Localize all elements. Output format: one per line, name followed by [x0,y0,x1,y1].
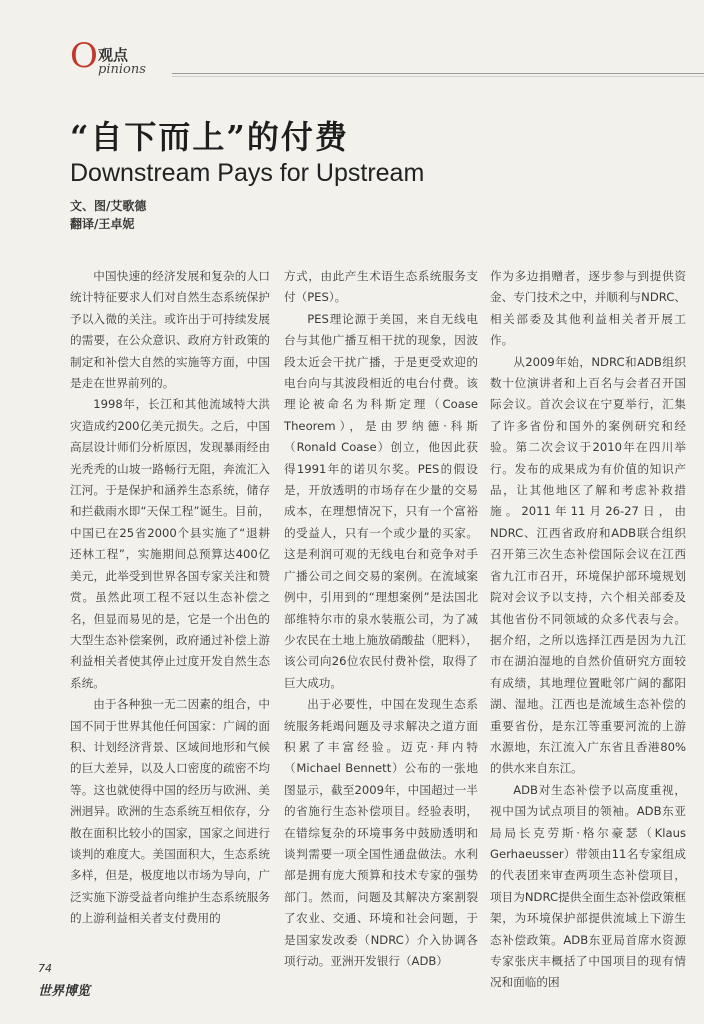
magazine-name: 世界博览 [38,984,91,999]
section-tag [70,36,704,80]
body-column-1 [70,266,270,930]
paragraph: 1998年，长江和其他流域特大洪灾造成约200亿美元损失。之后，中国高层设计师们分析原因，发现暴雨经由光秃秃的山坡一路畅行无阻，奔流汇入江河。于是保护和涵养生态系统，储存和拦截雨水即“天保工程”诞生。目前，中国已在25省2000个县实施了“退耕还林工程”，实施期间总预算达400亿美元，此举受到世界各国专家关注和赞赏。虽然此项工程不冠以生态补偿之名，但显而易见的是，它是一个出色的大型生态补偿案例，政府通过补偿上游利益相关者使其停止过度开发自然生态系统。 [70,397,270,690]
byline-author: 文、图/艾歌德 [70,199,147,213]
body-column-3 [490,266,686,994]
section-label-en: pinions [98,62,146,77]
paragraph: 中国快速的经济发展和复杂的人口统计特征要求人们对自然生态系统保护予以入微的关注。或许出于可持续发展的需要，在公众意识、政府方针政策的制定和补偿大自然的实施等方面，中国是走在世界前列的。 [70,269,270,391]
byline-translator: 翻译/王卓妮 [70,217,135,231]
paragraph: 从2009年始，NDRC和ADB组织数十位演讲者和上百名与会者召开国际会议。首次会议在宁夏举行，汇集了许多省份和国外的案例研究和经验。第二次会议于2010年在四川举行。发布的成果成为有价值的知识产品，让其他地区了解和考虑补救措施。2011年11月26-27日，由NDRC、江西省政府和ADB联合组织召开第三次生态补偿国际会议在江西省九江市召开，环境保护部环境规划院对会议予以支持，六个相关部委及其他省份不同领域的众多代表与会。据介绍，之所以选择江西是因为九江市在湖泊湿地的自然价值研究方面较有成绩，其地理位置毗邻广阔的鄱阳湖、湿地。江西也是流域生态补偿的重要省份，是东江等重要河流的上游水源地，东江流入广东省且香港80%的供水来自东江。 [490,354,686,776]
article-title-cn: “自下而上”的付费 [70,118,349,156]
paragraph: PES理论源于美国，来自无线电台与其他广播互相干扰的现象，因波段太近会干扰广播，于是更受欢迎的电台向与其波段相近的电台付费。该理论被命名为科斯定理（Coase Theorem），是由罗纳德·科斯（Ronald Coase）创立，他因此获得1991年的诺贝尔奖。PES的假设是，开放透明的市场存在少量的交易成本，在理想情况下，只有一个富裕的受益人，只有一个或少量的买家。这是利润可观的无线电台和竞争对手广播公司之间交易的案例。在流域案例中，引用到的“理想案例”是法国北部维特尔市的泉水装瓶公司，为了减少农民在土地上施放硝酸盐（肥料），该公司向26位农民付费补偿，取得了巨大成功。 [284,311,478,690]
paragraph: 出于必要性，中国在发现生态系统服务耗竭问题及寻求解决之道方面积累了丰富经验。迈克·拜内特（Michael Bennett）公布的一张地图显示，截至2009年，中国超过一半的省施行生态补偿项目。经验表明，在错综复杂的环境事务中鼓励透明和谈判需要一项全国性通盘做法。水利部是拥有庞大预算和技术专家的强势部门。然而，问题及其解决方案割裂了农业、交通、环境和社会问题，于是国家发改委（NDRC）介入协调各项行动。亚洲开发银行（ADB） [284,697,478,968]
paragraph: ADB对生态补偿予以高度重视，视中国为试点项目的领袖。ADB东亚局局长克劳斯·格尔豪瑟（Klaus Gerhaeusser）带领由11名专家组成的代表团来审查两项生态补偿项目，项目为NDRC提供全面生态补偿政策框架，为环境保护部提供流域上下游生态补偿政策。ADB东亚局首席水资源专家张庆丰概括了中国项目的现有情况和面临的困 [490,782,686,990]
section-initial: O [70,36,98,76]
article-title-en: Downstream Pays for Upstream [70,159,425,187]
section-rule [172,73,704,74]
paragraph: 方式，由此产生术语生态系统服务支付（PES）。 [284,269,478,305]
paragraph: 由于各种独一无二因素的组合，中国不同于世界其他任何国家：广阔的面积、计划经济背景、区域间地形和气候的巨大差异，以及人口密度的疏密不均等。这也就使得中国的经历与欧洲、美洲迥异。欧洲的生态系统互相依存，分散在面积比较小的国家，国家之间进行谈判的难度大。美国面积大，生态系统多样，但是，极度地以市场为导向，广泛实施下游受益者向维护生态系统服务的上游利益相关者支付费用的 [70,697,270,926]
page-number: 74 [38,962,52,975]
paragraph: 作为多边捐赠者，逐步参与到提供资金、专门技术之中，并顺利与NDRC、相关部委及其他利益相关者开展工作。 [490,269,686,348]
section-rule-secondary [172,76,704,77]
section-label-cn: 观点 [98,46,129,64]
body-column-2 [284,266,478,972]
